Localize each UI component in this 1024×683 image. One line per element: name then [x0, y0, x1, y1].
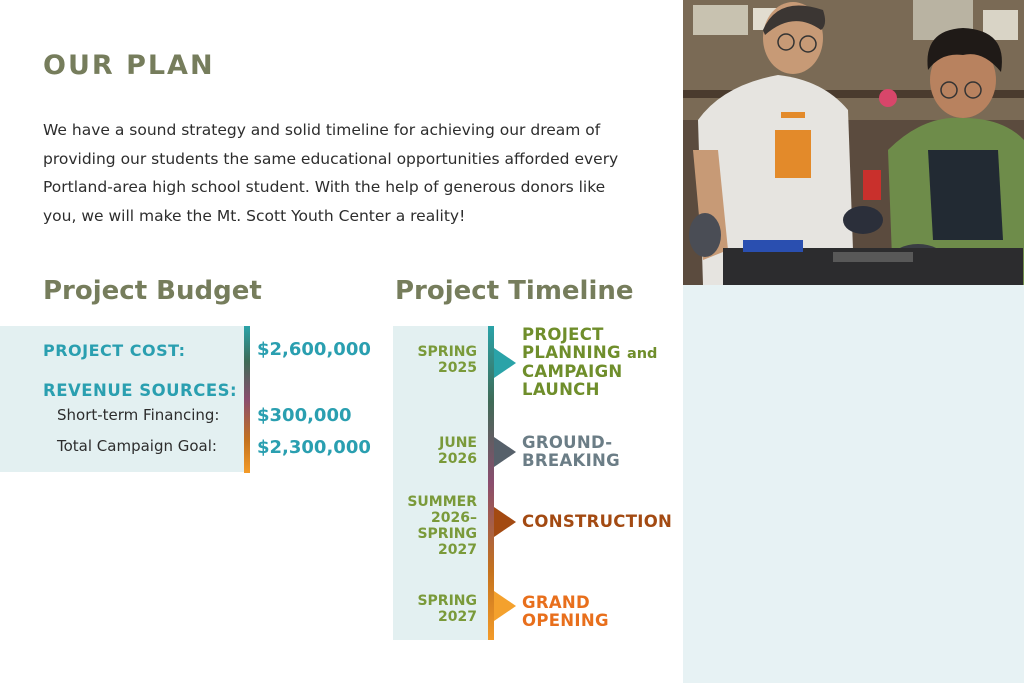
workshop-photo-icon [683, 0, 1024, 285]
project-cost-label: PROJECT COST: [43, 341, 186, 360]
budget-item-value: $2,300,000 [257, 437, 371, 458]
milestone-marker-icon [494, 591, 516, 621]
timeline-title: Project Timeline [395, 276, 634, 306]
decorative-panel [683, 285, 1024, 683]
milestone-marker-icon [494, 348, 516, 378]
milestone-marker-icon [494, 507, 516, 537]
intro-paragraph: We have a sound strategy and solid timeline for achieving our dream of providing our students the same educational opportunities afforded every Portland-area high school student. With the help of generous donors like you, we will make the Mt. Scott Youth Center a reality! [43, 121, 619, 225]
budget-color-bar [244, 326, 250, 473]
milestone-marker-icon [494, 437, 516, 467]
milestone-date: SPRING 2025 [417, 344, 477, 376]
milestone-event: GROUND- BREAKING [522, 433, 620, 470]
milestone-event: CONSTRUCTION [522, 512, 673, 531]
page-title: OUR PLAN [43, 50, 215, 81]
milestone-date: JUNE 2026 [438, 435, 477, 467]
budget-title: Project Budget [43, 276, 262, 306]
milestone-date: SUMMER 2026– SPRING 2027 [407, 494, 477, 558]
budget-item-label: Total Campaign Goal: [57, 437, 217, 455]
workshop-photo [683, 0, 1024, 285]
milestone-event: PROJECT PLANNING and CAMPAIGN LAUNCH [522, 325, 658, 399]
milestone-date: SPRING 2027 [417, 593, 477, 625]
revenue-sources-label: REVENUE SOURCES: [43, 381, 238, 400]
budget-item-value: $300,000 [257, 405, 352, 426]
budget-item-label: Short-term Financing: [57, 406, 220, 424]
milestone-event: GRAND OPENING [522, 593, 609, 630]
project-cost-value: $2,600,000 [257, 339, 371, 360]
